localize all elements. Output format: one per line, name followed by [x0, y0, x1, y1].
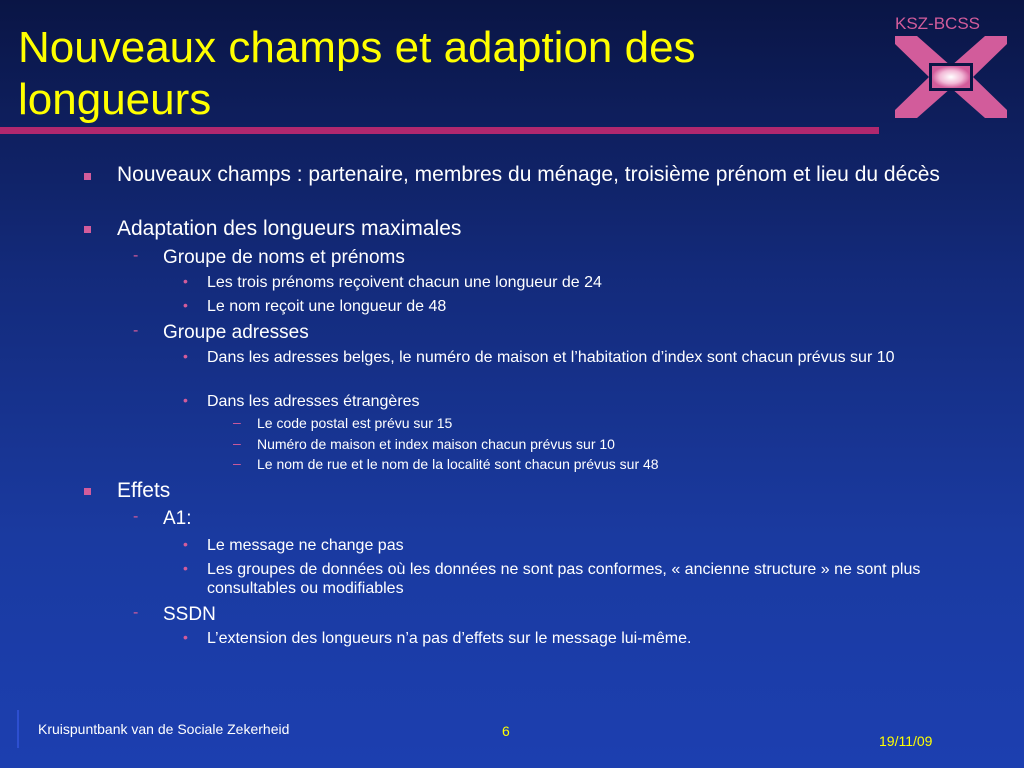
- dot-bullet-icon: •: [183, 560, 188, 576]
- list-item: Les trois prénoms reçoivent chacun une longueur de 24: [207, 274, 602, 291]
- square-bullet-icon: [84, 488, 91, 495]
- slide-title: Nouveaux champs et adaption des longueurs: [18, 23, 696, 124]
- footer-date: 19/11/09: [879, 733, 933, 749]
- list-item: Numéro de maison et index maison chacun prévus sur 10: [257, 436, 615, 452]
- list-item: Le nom reçoit une longueur de 48: [207, 298, 447, 315]
- list-item: Les groupes de données où les données ne sont pas conformes, « ancienne structure » ne sont plus consultables ou modifiables: [207, 561, 921, 597]
- list-item: A1:: [163, 508, 192, 529]
- footer-organization: Kruispuntbank van de Sociale Zekerheid: [38, 721, 290, 737]
- dash-bullet-icon: -: [133, 322, 139, 339]
- square-bullet-icon: [84, 173, 91, 180]
- dot-bullet-icon: •: [183, 273, 188, 289]
- endash-bullet-icon: –: [233, 455, 241, 471]
- list-item: Le code postal est prévu sur 15: [257, 415, 453, 431]
- dash-bullet-icon: -: [133, 247, 139, 264]
- logo-text: KSZ-BCSS: [895, 14, 981, 33]
- list-item: Groupe de noms et prénoms: [163, 247, 405, 268]
- endash-bullet-icon: –: [233, 435, 241, 451]
- dot-bullet-icon: •: [183, 297, 188, 313]
- page-number: 6: [502, 723, 510, 739]
- list-item: L’extension des longueurs n’a pas d’effets sur le message lui-même.: [207, 630, 692, 647]
- dot-bullet-icon: •: [183, 536, 188, 552]
- list-item: Adaptation des longueurs maximales: [117, 217, 462, 240]
- list-item: Groupe adresses: [163, 322, 309, 343]
- list-item: Dans les adresses belges, le numéro de maison et l’habitation d’index sont chacun prévus sur 10: [207, 349, 895, 366]
- dash-bullet-icon: -: [133, 508, 139, 525]
- list-item: Le nom de rue et le nom de la localité sont chacun prévus sur 48: [257, 456, 659, 472]
- square-bullet-icon: [84, 226, 91, 233]
- list-item: SSDN: [163, 604, 216, 625]
- list-item: Nouveaux champs : partenaire, membres du ménage, troisième prénom et lieu du décès: [117, 163, 940, 186]
- endash-bullet-icon: –: [233, 414, 241, 430]
- dot-bullet-icon: •: [183, 629, 188, 645]
- list-item: Dans les adresses étrangères: [207, 393, 420, 410]
- dot-bullet-icon: •: [183, 392, 188, 408]
- list-item: Effets: [117, 479, 171, 502]
- list-item: Le message ne change pas: [207, 537, 404, 554]
- dash-bullet-icon: -: [133, 604, 139, 621]
- dot-bullet-icon: •: [183, 348, 188, 364]
- footer-divider: [17, 710, 19, 748]
